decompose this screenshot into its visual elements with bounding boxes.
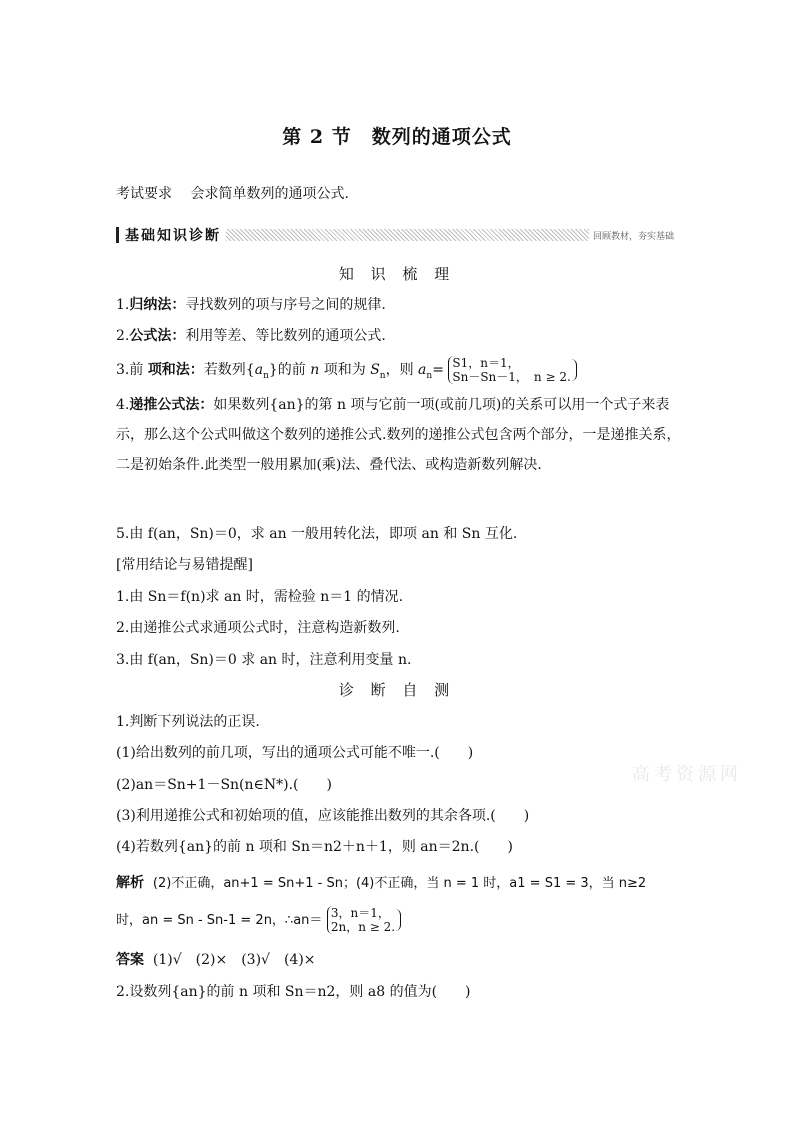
item-4-bold: 递推公式法： (129, 397, 214, 413)
answer-text: (1)√ (2)× (3)√ (4)× (152, 952, 316, 968)
item-3-sub2: n (379, 370, 386, 381)
item-1-text: 寻找数列的项与序号之间的规律. (185, 297, 386, 313)
item-3-n: n (310, 362, 320, 378)
item-3-t3: 项和为 (319, 362, 371, 378)
question-1: 1.判断下列说法的正误. (116, 714, 260, 730)
item-3-sub: n (263, 370, 269, 381)
item-2 (116, 325, 386, 345)
item-3 (116, 356, 577, 384)
common-3: 3.由 f(an，Sn)＝0 求 an 时，注意利用变量 n. (116, 652, 412, 668)
item-3-t5: = (432, 362, 444, 378)
item-1-bold: 归纳法： (129, 297, 186, 313)
analysis-brace-right (395, 909, 401, 931)
item-5: 5.由 f(an，Sn)＝0，求 an 一般用转化法，即项 an 和 Sn 互化. (116, 526, 518, 542)
question-1-2: (2)an＝Sn+1－Sn(n∈N*).( ) (116, 777, 332, 793)
item-3-t2: }的前 (268, 362, 311, 378)
item-2-bold: 公式法： (129, 328, 186, 344)
item-2-text: 利用等差、等比数列的通项公式. (185, 328, 386, 344)
piecewise-brace (448, 356, 570, 384)
analysis-brace (327, 906, 395, 934)
common-1: 1.由 Sn＝f(n)求 an 时，需检验 n＝1 的情况. (116, 589, 404, 605)
item-3-a2: a (418, 362, 427, 378)
requirement-text: 会求简单数列的通项公式. (190, 186, 349, 202)
case-2: Sn－Sn－1， n ≥ 2. (452, 370, 571, 384)
question-1-3: (3)利用递推公式和初始项的值，应该能推出数列的其余各项.( ) (116, 808, 530, 824)
analysis-label: 解析 (116, 875, 144, 891)
answer-label: 答案 (116, 952, 144, 968)
item-4-num: 4. (116, 397, 130, 413)
knowledge-heading: 知 识 梳 理 (338, 265, 456, 283)
requirement-label: 考试要求 (116, 186, 172, 202)
banner-stripe (226, 229, 589, 241)
item-1-num: 1. (116, 297, 130, 313)
item-1 (116, 294, 386, 314)
analysis-line-1 (116, 872, 646, 892)
item-4-text: 如果数列{an}的第 n 项与它前一项(或前几项)的关系可以用一个式子来表示，那么这个公式叫做这个数列的递推公式.数列的递推公式包含两个部分，一是递推关系，二是初始条件.此类型一般用累加(乘)法、叠代法、或构造新数列解决. (116, 397, 681, 473)
analysis-case-1: 3，n＝1， (330, 906, 390, 920)
item-3-sub3: n (426, 370, 433, 381)
question-2: 2.设数列{an}的前 n 项和 Sn＝n2，则 a8 的值为( ) (116, 984, 471, 1000)
item-3-t1: 若数列{ (203, 362, 255, 378)
banner-title: 基础知识诊断 (122, 225, 224, 245)
analysis-case-2: 2n，n ≥ 2. (330, 920, 396, 934)
analysis-text-1: (2)不正确，an+1 = Sn+1 - Sn；(4)不正确，当 n = 1 时，a1 = S1 = 3，当 n≥2 (152, 876, 647, 891)
brace-right (571, 359, 577, 381)
item-3-bold: 项和法： (147, 362, 204, 378)
answer-line (116, 949, 316, 969)
banner-subtitle: 回顾教材，夯实基础 (589, 229, 678, 242)
item-2-num: 2. (116, 328, 130, 344)
self-test-heading: 诊 断 自 测 (338, 681, 456, 699)
question-1-1: (1)给出数列的前几项，写出的通项公式可能不唯一.( ) (116, 745, 474, 761)
analysis-line-2 (116, 906, 401, 934)
item-4 (116, 390, 682, 480)
case-1: S1，n＝1， (452, 356, 520, 370)
item-3-t4: ，则 (385, 362, 419, 378)
question-1-4: (4)若数列{an}的前 n 项和 Sn＝n2＋n＋1，则 an＝2n.( ) (116, 839, 513, 855)
common-2: 2.由递推公式求通项公式时，注意构造新数列. (116, 620, 400, 636)
analysis-text-2: 时，an = Sn - Sn-1 = 2n，∴an＝ (116, 913, 323, 928)
item-3-num: 3.前 (116, 362, 148, 378)
watermark: 高考资源网 (632, 764, 742, 785)
item-3-S: S (370, 362, 380, 378)
page-title: 第 2 节 数列的通项公式 (282, 126, 512, 148)
common-title: [常用结论与易错提醒] (116, 557, 253, 573)
section-banner (116, 226, 678, 244)
exam-requirement (116, 183, 349, 203)
item-3-a: a (254, 362, 264, 378)
banner-bar (116, 227, 119, 243)
